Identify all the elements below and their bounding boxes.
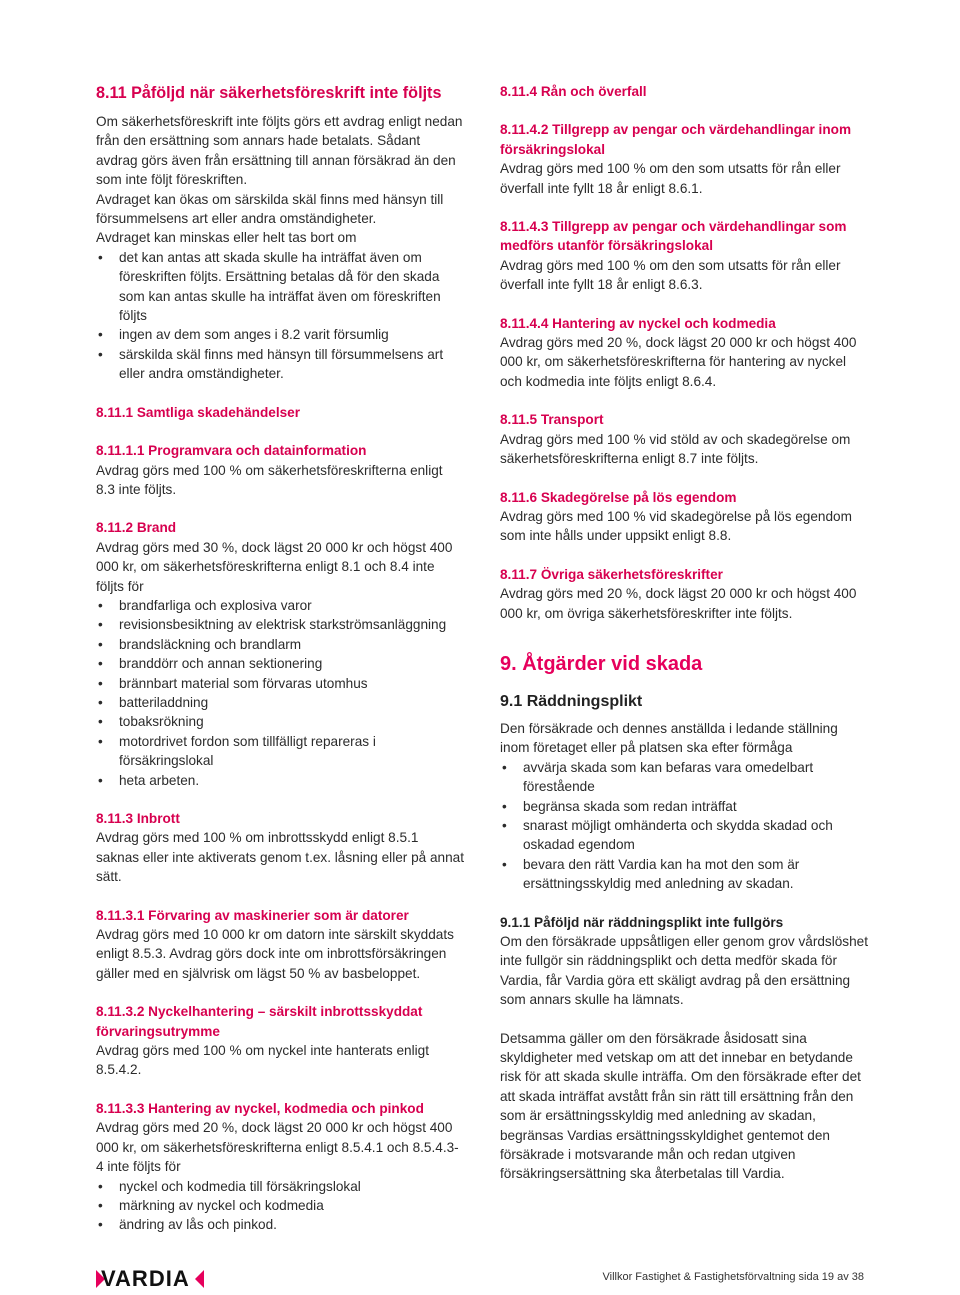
list-item: • batteriladdning xyxy=(96,693,464,712)
section-8-11-3-3-list xyxy=(96,1177,464,1235)
section-8-11-1-1-title: 8.11.1.1 Programvara och datainformation xyxy=(96,443,367,459)
section-9-1-title: 9.1 Räddningsplikt xyxy=(500,692,643,710)
section-8-11-para-1: Om säkerhetsföreskrift inte följts görs ett avdrag enligt nedan från den ersättning som annars hade betalats. Sådant avdrag görs även från ersättning till annan försäkrad än den som inte följt föreskriften. xyxy=(96,114,463,188)
left-column xyxy=(96,82,464,1235)
list-item: • bevara den rätt Vardia kan ha mot den som är ersättningsskyldig med anledning av skadan. xyxy=(500,855,868,894)
section-8-11-7-title: 8.11.7 Övriga säkerhetsföreskrifter xyxy=(500,566,723,582)
list-item: • revisionsbesiktning av elektrisk starkströmsanläggning xyxy=(96,615,464,634)
list-item: • nyckel och kodmedia till försäkringslokal xyxy=(96,1177,464,1196)
logo-mark-right-icon xyxy=(195,1270,204,1288)
page-footer-info: Villkor Fastighet & Fastighetsförvaltning sida 19 av 38 xyxy=(602,1271,864,1283)
section-8-11-3-title: 8.11.3 Inbrott xyxy=(96,811,180,826)
section-8-11-6-title: 8.11.6 Skadegörelse på lös egendom xyxy=(500,489,737,505)
section-8-11-4-4-text: Avdrag görs med 20 %, dock lägst 20 000 kr och högst 400 000 kr, om säkerhetsföreskrifterna för hantering av nyckel och kodmedia inte följts enligt 8.6.4. xyxy=(500,335,857,389)
section-8-11-3-1-text: Avdrag görs med 10 000 kr om datorn inte särskilt skyddats enligt 8.5.3. Avdrag görs dock inte om inbrottsförsäkringen gäller med en självrisk om lägst 50 % av basbeloppet. xyxy=(96,927,454,981)
section-8-11-list xyxy=(96,248,464,384)
section-8-11-4-3-title: 8.11.4.3 Tillgrepp av pengar och värdehandlingar som medförs utanför försäkringslokal xyxy=(500,219,847,254)
chapter-9-title: 9. Åtgärder vid skada xyxy=(500,652,703,675)
section-8-11-1-title: 8.11.1 Samtliga skadehändelser xyxy=(96,404,301,420)
vardia-logo xyxy=(96,1266,204,1292)
section-8-11-3-3-text: Avdrag görs med 20 %, dock lägst 20 000 kr och högst 400 000 kr, om säkerhetsföreskrifterna enligt 8.5.4.1 och 8.5.4.3-4 inte följts för xyxy=(96,1120,459,1175)
section-8-11-4-2-title: 8.11.4.2 Tillgrepp av pengar och värdehandlingar inom försäkringslokal xyxy=(500,122,852,157)
section-8-11-3-1-title: 8.11.3.1 Förvaring av maskinerier som är datorer xyxy=(96,907,409,923)
section-8-11-7-text: Avdrag görs med 20 %, dock lägst 20 000 kr och högst 400 000 kr, om övriga säkerhetsföreskrifter inte följts. xyxy=(500,586,857,621)
list-item: • brandsläckning och brandlarm xyxy=(96,635,464,654)
section-8-11-5-title: 8.11.5 Transport xyxy=(500,412,604,428)
list-item: • brännbart material som förvaras utomhus xyxy=(96,674,464,693)
section-8-11-2-text: Avdrag görs med 30 %, dock lägst 20 000 kr och högst 400 000 kr, om säkerhetsföreskrifterna enligt 8.1 och 8.4 inte följts för xyxy=(96,539,453,594)
section-8-11-4-3-text: Avdrag görs med 100 % om den som utsatts för rån eller överfall inte fyllt 18 år enligt 8.6.3. xyxy=(500,257,841,293)
list-item: • brandfarliga och explosiva varor xyxy=(96,596,464,615)
section-8-11-6-text: Avdrag görs med 100 % vid skadegörelse på lös egendom som inte hålls under uppsikt enligt 8.8. xyxy=(500,508,852,544)
list-item: • det kan antas att skada skulle ha inträffat även om föreskriften följts. Ersättning betalas då för den skada som kan antas skulle ha inträffat även om föreskriften följts xyxy=(96,248,464,326)
list-item: • snarast möjligt omhänderta och skydda skadad och oskadad egendom xyxy=(500,816,868,855)
list-item: • heta arbeten. xyxy=(96,771,464,790)
list-item: • ingen av dem som anges i 8.2 varit försumlig xyxy=(96,325,464,344)
section-8-11-5-text: Avdrag görs med 100 % vid stöld av och skadegörelse om säkerhetsföreskrifterna enligt 8.7 inte följts. xyxy=(500,431,851,467)
logo-text: VARDIA xyxy=(101,1266,190,1291)
section-8-11-para-2: Avdraget kan ökas om särskilda skäl finns med hänsyn till försummelsens art eller andra omständigheter. xyxy=(96,191,444,227)
section-9-1-text: Den försäkrade och dennes anställda i ledande ställning inom företaget eller på platsen ska efter förmåga xyxy=(500,720,838,756)
section-8-11-4-2-text: Avdrag görs med 100 % om den som utsatts för rån eller överfall inte fyllt 18 år enligt 8.6.1. xyxy=(500,161,841,196)
section-9-1-1-title: 9.1.1 Påföljd när räddningsplikt inte fullgörs xyxy=(500,914,784,930)
list-item: • branddörr och annan sektionering xyxy=(96,654,464,673)
right-column xyxy=(500,82,868,1184)
section-8-11-4-title: 8.11.4 Rån och överfall xyxy=(500,84,647,99)
list-item: • märkning av nyckel och kodmedia xyxy=(96,1196,464,1215)
section-8-11-2-title: 8.11.2 Brand xyxy=(96,520,177,536)
section-8-11-3-text: Avdrag görs med 100 % om inbrottsskydd enligt 8.5.1 saknas eller inte aktiverats genom t.ex. låsning eller på annat sätt. xyxy=(96,830,464,885)
list-item: • tobaksrökning xyxy=(96,712,464,731)
list-item: • avvärja skada som kan befaras vara omedelbart förestående xyxy=(500,758,868,797)
section-8-11-3-2-text: Avdrag görs med 100 % om nyckel inte hanterats enligt 8.5.4.2. xyxy=(96,1043,429,1078)
section-8-11-3-3-title: 8.11.3.3 Hantering av nyckel, kodmedia och pinkod xyxy=(96,1100,424,1116)
list-item: • motordrivet fordon som tillfälligt repareras i försäkringslokal xyxy=(96,732,464,771)
section-9-1-1-text-1: Om den försäkrade uppsåtligen eller genom grov vårdslöshet inte fullgör sin räddningsplikt och detta medför skada för Vardia, får Vardia göra ett skäligt avdrag på den ersättning som annars skulle ha lämnats. xyxy=(500,934,868,1008)
section-8-11-3-2-title: 8.11.3.2 Nyckelhantering – särskilt inbrottsskyddat förvaringsutrymme xyxy=(96,1004,423,1039)
section-8-11-para-3: Avdraget kan minskas eller helt tas bort om xyxy=(96,230,357,246)
section-9-1-list xyxy=(500,758,868,894)
list-item: • särskilda skäl finns med hänsyn till försummelsens art eller andra omständigheter. xyxy=(96,345,464,384)
section-8-11-title: 8.11 Påföljd när säkerhetsföreskrift inte följts xyxy=(96,84,442,102)
list-item: • ändring av lås och pinkod. xyxy=(96,1215,464,1234)
list-item: • begränsa skada som redan inträffat xyxy=(500,797,868,816)
section-8-11-4-4-title: 8.11.4.4 Hantering av nyckel och kodmedia xyxy=(500,315,776,331)
section-9-1-1-text-2: Detsamma gäller om den försäkrade åsidosatt sina skyldigheter med vetskap om att det innebar en betydande risk för att skada skulle inträffa. Om den försäkrade efter det att skada inträffat avstått från sin rätt till ersättning från den som är ersättningsskyldig med anledning av skadan, begränsas Vardias ersättningsskyldighet gentemot den försäkrade i motsvarande mån och redan utgiven försäkringsersättning ska återbetalas till Vardia. xyxy=(500,1030,861,1182)
section-8-11-2-list xyxy=(96,596,464,790)
section-8-11-1-1-text: Avdrag görs med 100 % om säkerhetsföreskrifterna enligt 8.3 inte följts. xyxy=(96,462,443,497)
